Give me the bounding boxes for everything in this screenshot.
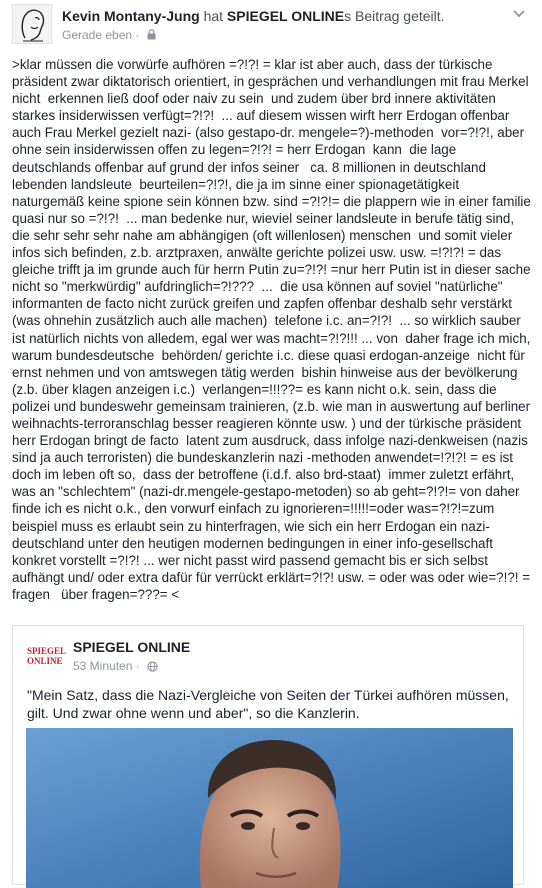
- avatar-sketch-icon: [13, 5, 52, 44]
- post-header: [0, 0, 542, 52]
- lock-icon[interactable]: [147, 29, 156, 40]
- globe-icon: [147, 661, 158, 672]
- action-text: hat: [203, 8, 224, 24]
- post-meta: [62, 28, 156, 42]
- logo-line-2: ONLINE: [27, 656, 63, 666]
- spiegel-logo[interactable]: [27, 646, 67, 668]
- shared-timestamp[interactable]: 53 Minuten ·: [73, 659, 140, 673]
- logo-line-1: SPIEGEL: [27, 646, 67, 656]
- action-suffix: s Beitrag geteilt.: [344, 8, 445, 24]
- shared-photo[interactable]: [26, 728, 513, 888]
- meta-separator: ·: [135, 28, 140, 42]
- chevron-down-icon[interactable]: [512, 6, 526, 20]
- photo-portrait: [26, 728, 513, 888]
- post-timestamp[interactable]: Gerade eben: [62, 28, 133, 42]
- shared-post-card[interactable]: [12, 625, 524, 885]
- shared-meta: [73, 659, 158, 673]
- author-name-link[interactable]: Kevin Montany-Jung: [62, 8, 200, 24]
- shared-page-name[interactable]: SPIEGEL ONLINE: [73, 639, 191, 655]
- shared-post-text: "Mein Satz, dass die Nazi-Vergleiche von Seiten der Türkei aufhören müssen, gilt. Und zwar ohne wenn und aber", so die Kanzlerin.: [27, 687, 509, 721]
- avatar[interactable]: [12, 4, 52, 44]
- post-body-text: >klar müssen die vorwürfe aufhören =?!?! = klar ist aber auch, dass der türkische präsident zwar diktatorisch orientiert, in gesprächen und verhandlungen mit frau Merkel nicht erkennen ließ doof oder naiv zu sein und zudem über brd innere aktivitäten starkes insiderwissen verfügt=?!?! ... auf diesem wissen wirft herr Erdogan offenbar auch Frau Merkel gezielt nazi- (also gestapo-dr. mengele=?)-methoden vor=?!?!, aber ohne sein insiderwissen offen zu legen=?!?! = herr Erdogan kann die lage deutschlands offenbar auf grund der infos seiner ca. 8 millionen in deutschland lebenden landsleute beurteilen=?!?!, die ja im sinne einer spionagetätigkeit naturgemäß keine spione sein können bzw. sind =?!?!= die plappern wie in einer familie quasi nur so =?!?! ... man bedenke nur, wieviel seiner landsleute in berufe tätig sind, die sehr sehr sehr nahe am abhängigen (oft willenlosen) menschen und somit vieler infos sich befinden, z.b. arztpraxen, anwälte gerichte polizei usw. usw. =!?!?! = das gleiche trifft ja im grunde auch für herrn Putin zu=?!?! =nur herr Putin ist in dieser sache nicht so "merkwürdig" aufdringlich=?!??? ... die usa können auf soviel "natürliche" informanten de facto nicht zurück greifen und zapfen offenbar deshalb sehr verstärkt (was ohnehin zusätzlich auch alle machen) telefone i.c. an=?!?! ... so wirklich sauber ist natürlich nichts von alledem, egal wer was macht=?!?!!! ... von daher frage ich mich, warum bundesdeutsche behörden/ gerichte i.c. diese quasi erdogan-anzeige nicht für ernst nehmen und von amtswegen tätig werden bishin hinweise aus der bevölkerung (z.b. über klagen anzeigen i.c.) verlangen=!!!??= es kann nicht o.k. sein, dass die polizei und bundeswehr gemeinsam trainieren, (z.b. wie man in auswertung auf berliner weihnachts-terroranschlag besser reagieren könnte usw. ) und der türkische präsident herr Erdogan bringt de facto latent zum ausdruck, dass infolge nazi-denkweisen (nazis sind ja auch terroristen) die bundeskanzlerin nazi -methoden anwendet=!?!?! = es ist doch im leben oft so, dass der betroffene (i.d.f. also brd-staat) immer zuletzt erfährt, was an "schlechtem" (nazi-dr.mengele-gestapo-metoden) so ab geht=?!?!= von daher finde ich es nicht o.k., den vorwurf einfach zu ignorieren=!!!!!=oder was=?!?!=zum beispiel muss es erlaubt sein zu hinterfragen, wie sich ein herr Erdogan ein nazi-deutschland unter den heutigen modernen bedingungen in einer info-gesellschaft konkret vorstellt =?!?! ... wer nicht passt wird passend gemacht bis er sich selbst aufhängt und/ oder extra dafür für verrückt erklärt=?!?! usw. = oder was oder wie=?!?! = fragen über fragen=???= <: [12, 57, 537, 602]
- shared-page-link[interactable]: SPIEGEL ONLINE: [226, 8, 345, 24]
- author-line: [62, 8, 445, 24]
